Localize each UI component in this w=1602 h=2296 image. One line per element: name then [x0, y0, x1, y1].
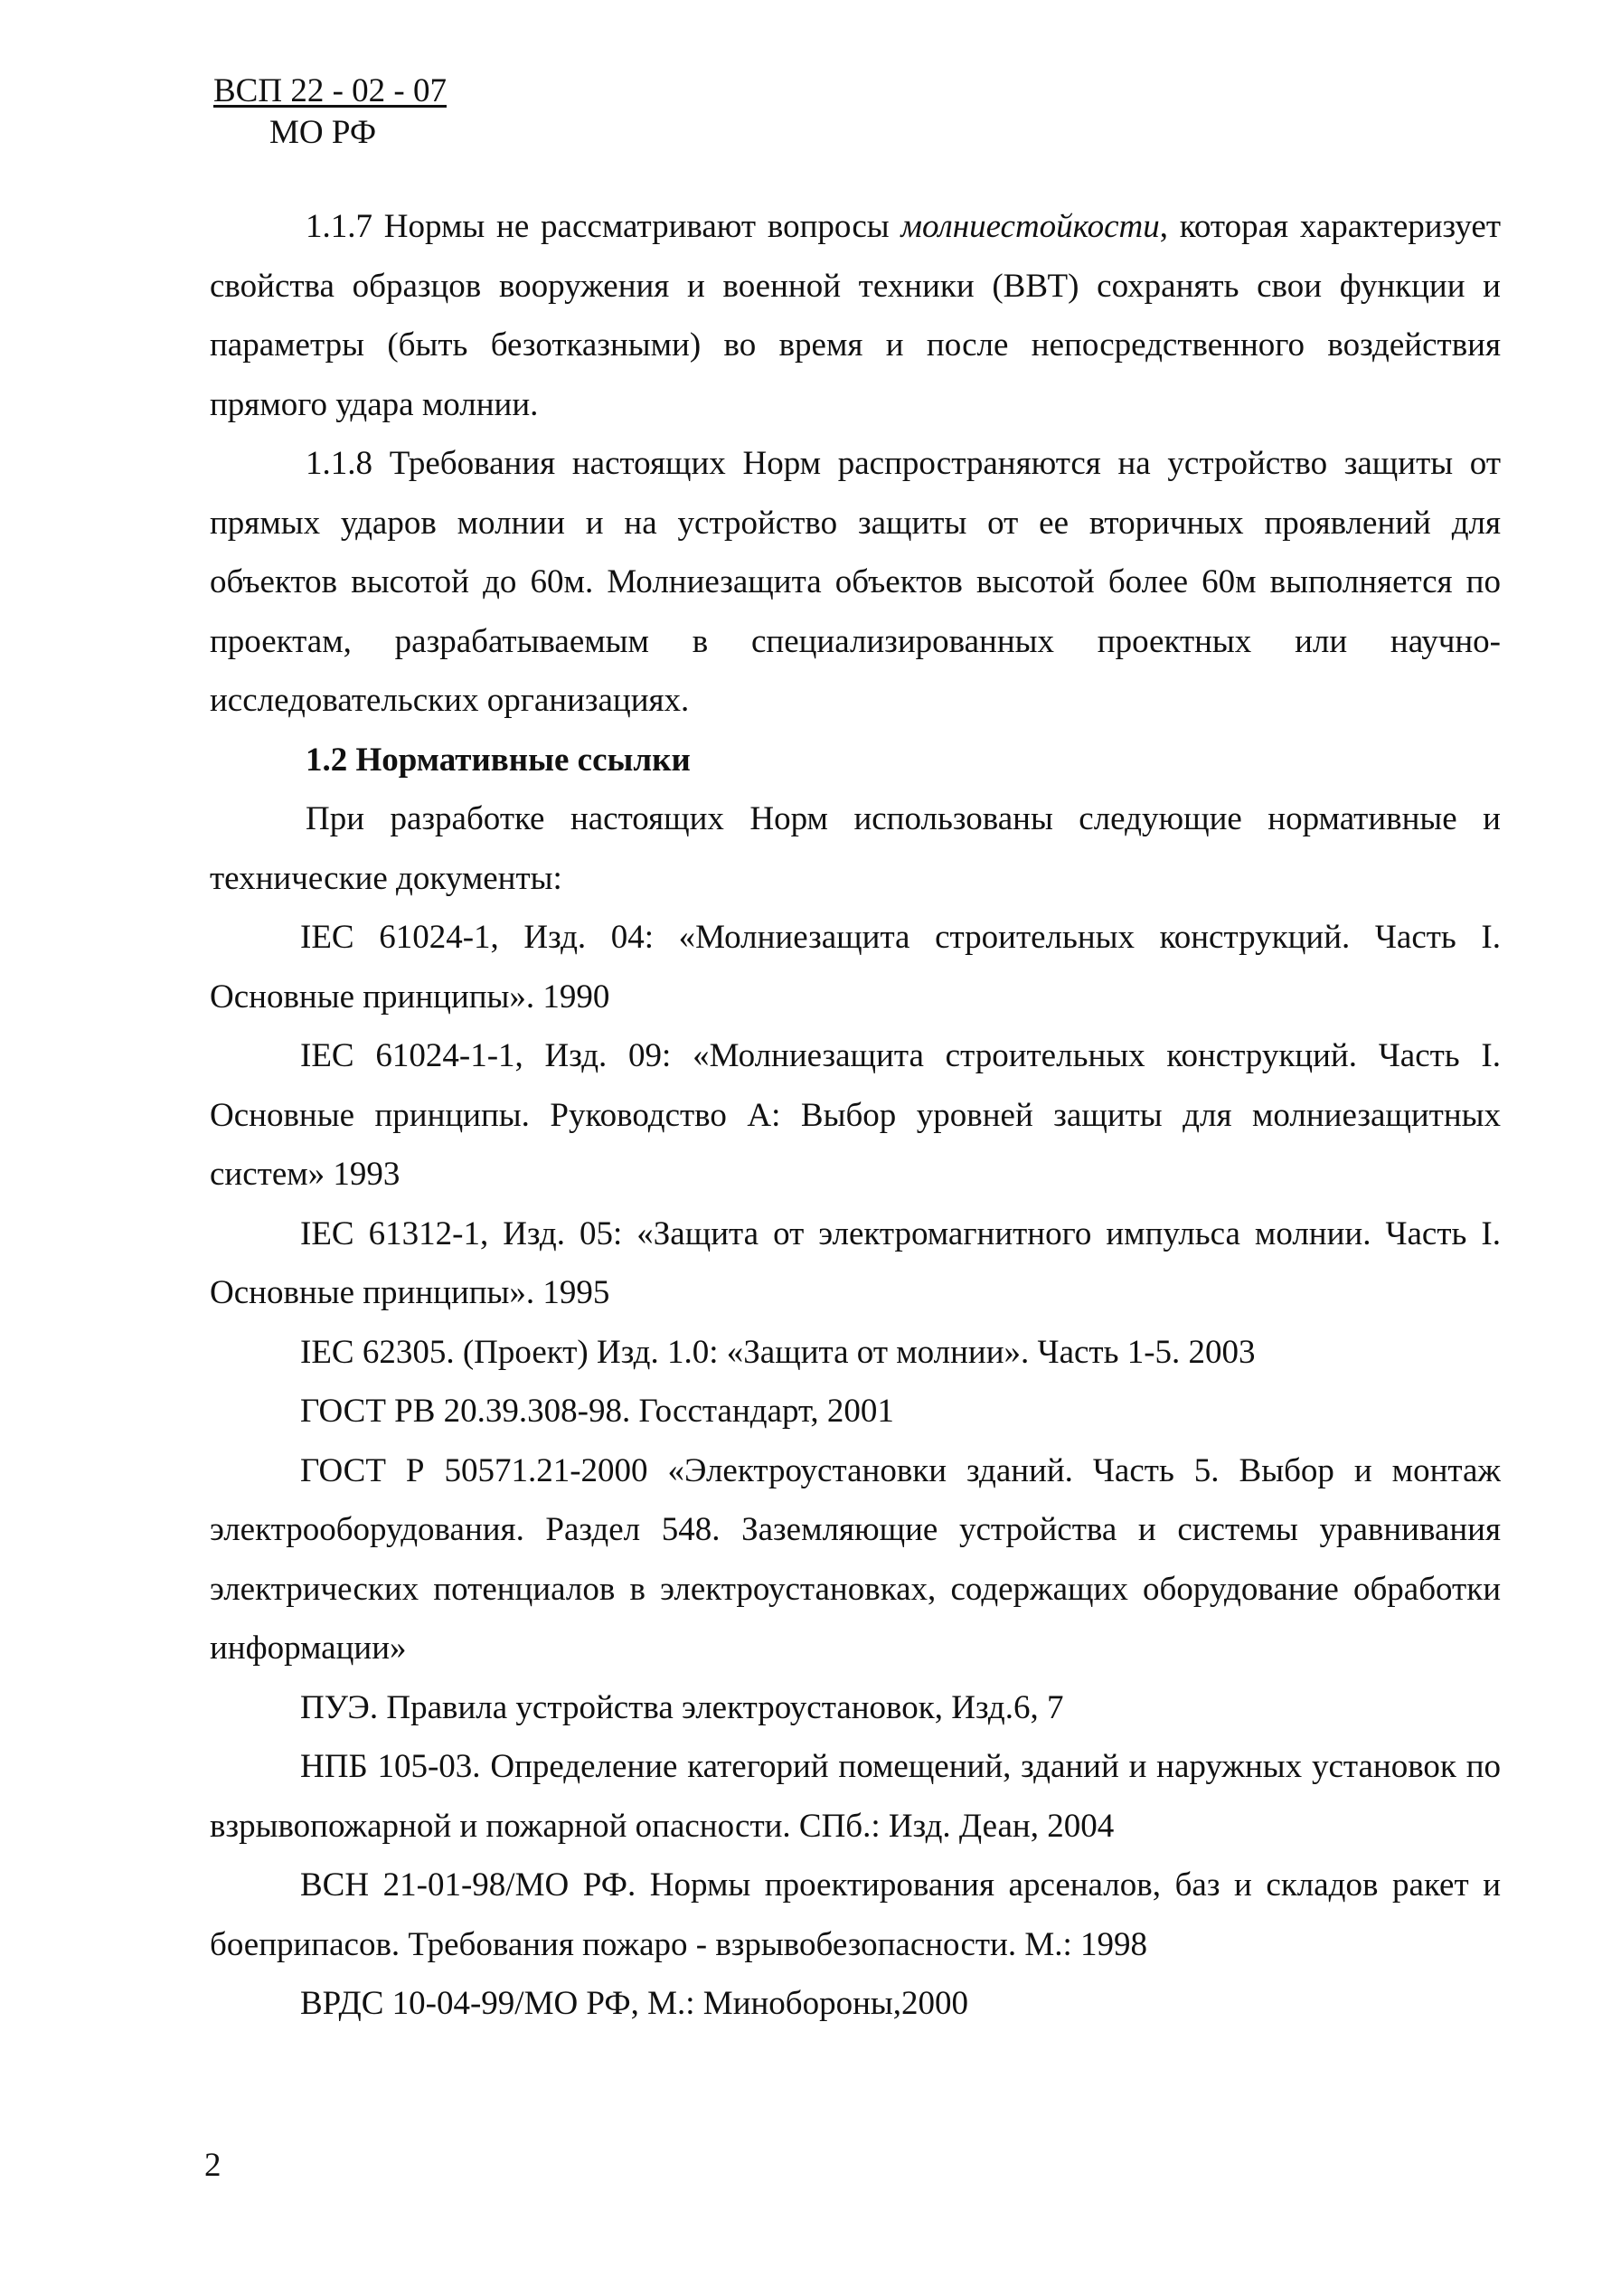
reference-item: IEC 61312-1, Изд. 05: «Защита от электромагнитного импульса молнии. Часть I. Основные принципы». 1995 — [210, 1214, 1501, 1311]
document-organization: МО РФ — [269, 114, 377, 151]
paragraph-1-1-7-end: , которая характеризует свойства образцов вооружения и военной техники (ВВТ) сохранять свои функции и параметры (быть безотказными) во время и после непосредственного воздействия прямого удара молнии. — [210, 208, 1501, 423]
reference-item: IEC 62305. (Проект) Изд. 1.0: «Защита от молнии». Часть 1-5. 2003 — [300, 1333, 1256, 1371]
reference-item: IEC 61024-1, Изд. 04: «Молниезащита строительных конструкций. Часть I. Основные принципы». 1990 — [210, 919, 1501, 1016]
reference-item: ГОСТ РВ 20.39.308-98. Госстандарт, 2001 — [300, 1393, 894, 1430]
reference-item: ГОСТ Р 50571.21-2000 «Электроустановки зданий. Часть 5. Выбор и монтаж электрооборудования. Раздел 548. Заземляющие устройства и системы уравнивания электрических потенциалов в электроустановках, содержащих оборудование обработки информации» — [210, 1451, 1501, 1667]
document-code: ВСП 22 - 02 - 07 — [213, 72, 447, 109]
reference-item: ПУЭ. Правила устройства электроустановок, Изд.6, 7 — [300, 1688, 1064, 1726]
section-heading: 1.2 Нормативные ссылки — [306, 741, 691, 779]
references-intro: При разработке настоящих Норм использованы следующие нормативные и технические документы: — [210, 800, 1501, 897]
document-body — [210, 197, 1501, 2034]
paragraph-1-1-7 — [210, 197, 1501, 434]
reference-item: НПБ 105-03. Определение категорий помещений, зданий и наружных установок по взрывопожарной и пожарной опасности. СПб.: Изд. Деан, 2004 — [210, 1748, 1501, 1845]
reference-item: IEC 61024-1-1, Изд. 09: «Молниезащита строительных конструкций. Часть I. Основные принципы. Руководство А: Выбор уровней защиты для молниезащитных систем» 1993 — [210, 1037, 1501, 1193]
document-header — [213, 71, 447, 154]
reference-item: ВСН 21-01-98/МО РФ. Нормы проектирования арсеналов, баз и складов ракет и боеприпасов. Требования пожаро - взрывобезопасности. М.: 1998 — [210, 1866, 1501, 1963]
page-number: 2 — [204, 2147, 221, 2184]
reference-item: ВРДС 10-04-99/МО РФ, М.: Минобороны,2000 — [300, 1985, 969, 2022]
paragraph-1-1-8: 1.1.8 Требования настоящих Норм распространяются на устройство защиты от прямых ударов молнии и на устройство защиты от ее вторичных проявлений для объектов высотой до 60м. Молниезащита объектов высотой более 60м выполняется по проектам, разрабатываемым в специализированных проектных или научно-исследовательских организациях. — [210, 445, 1501, 719]
term-lightning-resistance: молниестойкости — [900, 208, 1160, 245]
paragraph-1-1-7-start: 1.1.7 Нормы не рассматривают вопросы — [306, 208, 901, 245]
